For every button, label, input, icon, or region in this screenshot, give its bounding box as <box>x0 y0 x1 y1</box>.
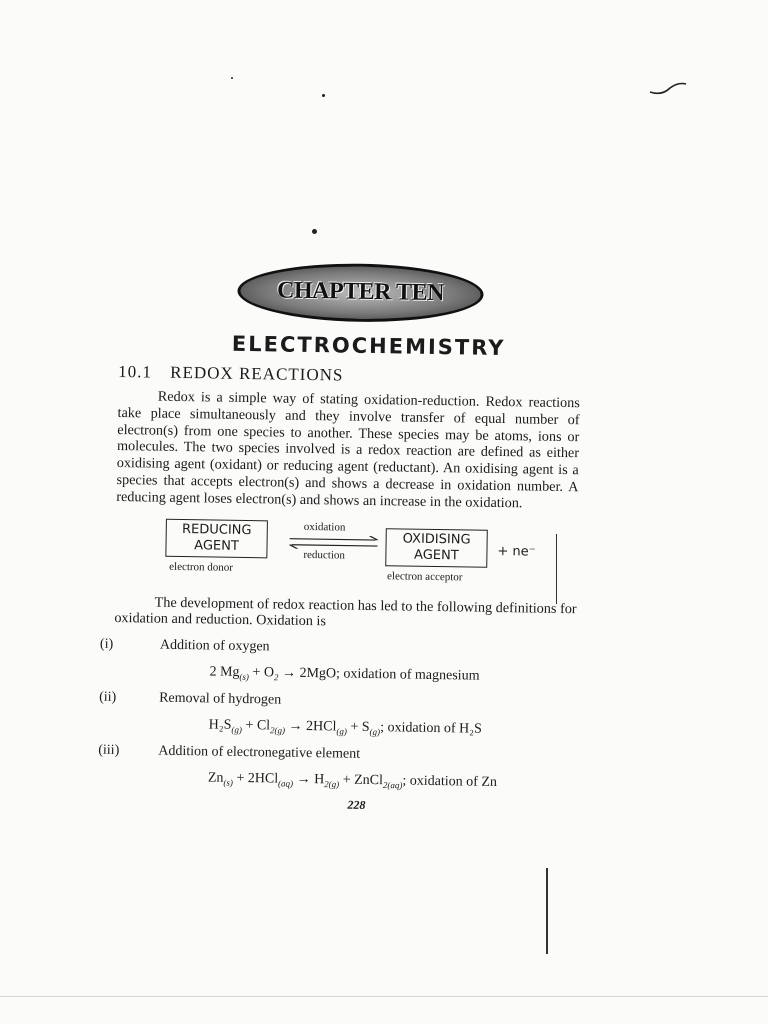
box-label: REDUCING <box>181 521 252 538</box>
scan-speck <box>322 94 325 97</box>
paragraph-definitions-intro <box>114 594 576 635</box>
pen-mark-icon <box>648 78 688 98</box>
chapter-label: CHAPTER TEN <box>276 277 445 307</box>
redox-diagram <box>115 516 586 585</box>
oxidising-agent-box <box>385 528 488 568</box>
box-label: AGENT <box>194 537 239 554</box>
box-label: AGENT <box>413 547 459 563</box>
item-numeral: (ii) <box>99 689 117 705</box>
paragraph-text: Redox is a simple way of stating oxidation-reduction. Redox reactions take place simultaneously and they involve transfer of equal number of electron(s) from one species to another. These species may be atoms, ions or molecules. The two species involved is a redox reaction are defined as either oxidising agent (oxidant) or reducing agent (reductant). An oxidising agent is a species that accepts electron(s) and shows a decrease in oxidation number. A reducing agent loses electron(s) and shows an increase in the oxidation. <box>116 388 580 512</box>
equation: $Zn_{(s)} + 2HCl_{(aq)} \to H_{2(g)}$ + ZnCl$_{2(aq)}$; oxidation of Zn <box>207 770 498 791</box>
item-text: Addition of electronegative element <box>158 743 361 762</box>
page-number: 228 <box>347 797 366 812</box>
electron-acceptor-caption: electron acceptor <box>386 569 463 583</box>
section-heading <box>118 362 588 389</box>
equation: $H_2S_{(g)} + Cl_{2(g)} \to 2HCl_{(g)} + S_{(g)}$; oxidation of H₂S <box>208 717 482 737</box>
item-numeral: (iii) <box>98 742 120 758</box>
item-text: Removal of hydrogen <box>159 690 282 708</box>
item-text: Addition of oxygen <box>159 637 270 655</box>
electron-term: + ne⁻ <box>497 543 536 560</box>
page-content <box>98 260 590 816</box>
equation: 2 $Mg_{(s)} + O_2 \to 2MgO$; oxidation of magnesium <box>209 664 480 684</box>
scan-edge <box>0 996 768 997</box>
margin-line <box>546 868 548 954</box>
chapter-header <box>131 260 590 325</box>
section-title: REDOX REACTIONS <box>170 362 344 385</box>
chapter-title: ELECTROCHEMISTRY <box>231 331 506 361</box>
box-label: OXIDISING <box>402 531 471 548</box>
chapter-badge <box>237 262 484 324</box>
section-number: 10.1 <box>118 361 153 382</box>
definition-list <box>98 636 584 793</box>
item-numeral: (i) <box>99 636 114 653</box>
electron-donor-caption: electron donor <box>169 560 234 574</box>
definition-item <box>98 742 582 766</box>
paragraph-redox-definition <box>116 388 580 513</box>
equilibrium-arrows-icon <box>287 534 379 549</box>
scan-speck <box>312 229 317 234</box>
reducing-agent-box <box>165 518 268 558</box>
scan-speck <box>231 77 233 79</box>
definition-item <box>99 689 583 713</box>
paragraph-text: The development of redox reaction has led to the following definitions for oxidation and reduction. Oxidation is <box>114 594 577 630</box>
definition-item <box>99 636 584 660</box>
reduction-label: reduction <box>303 548 346 562</box>
oxidation-label: oxidation <box>303 520 346 534</box>
